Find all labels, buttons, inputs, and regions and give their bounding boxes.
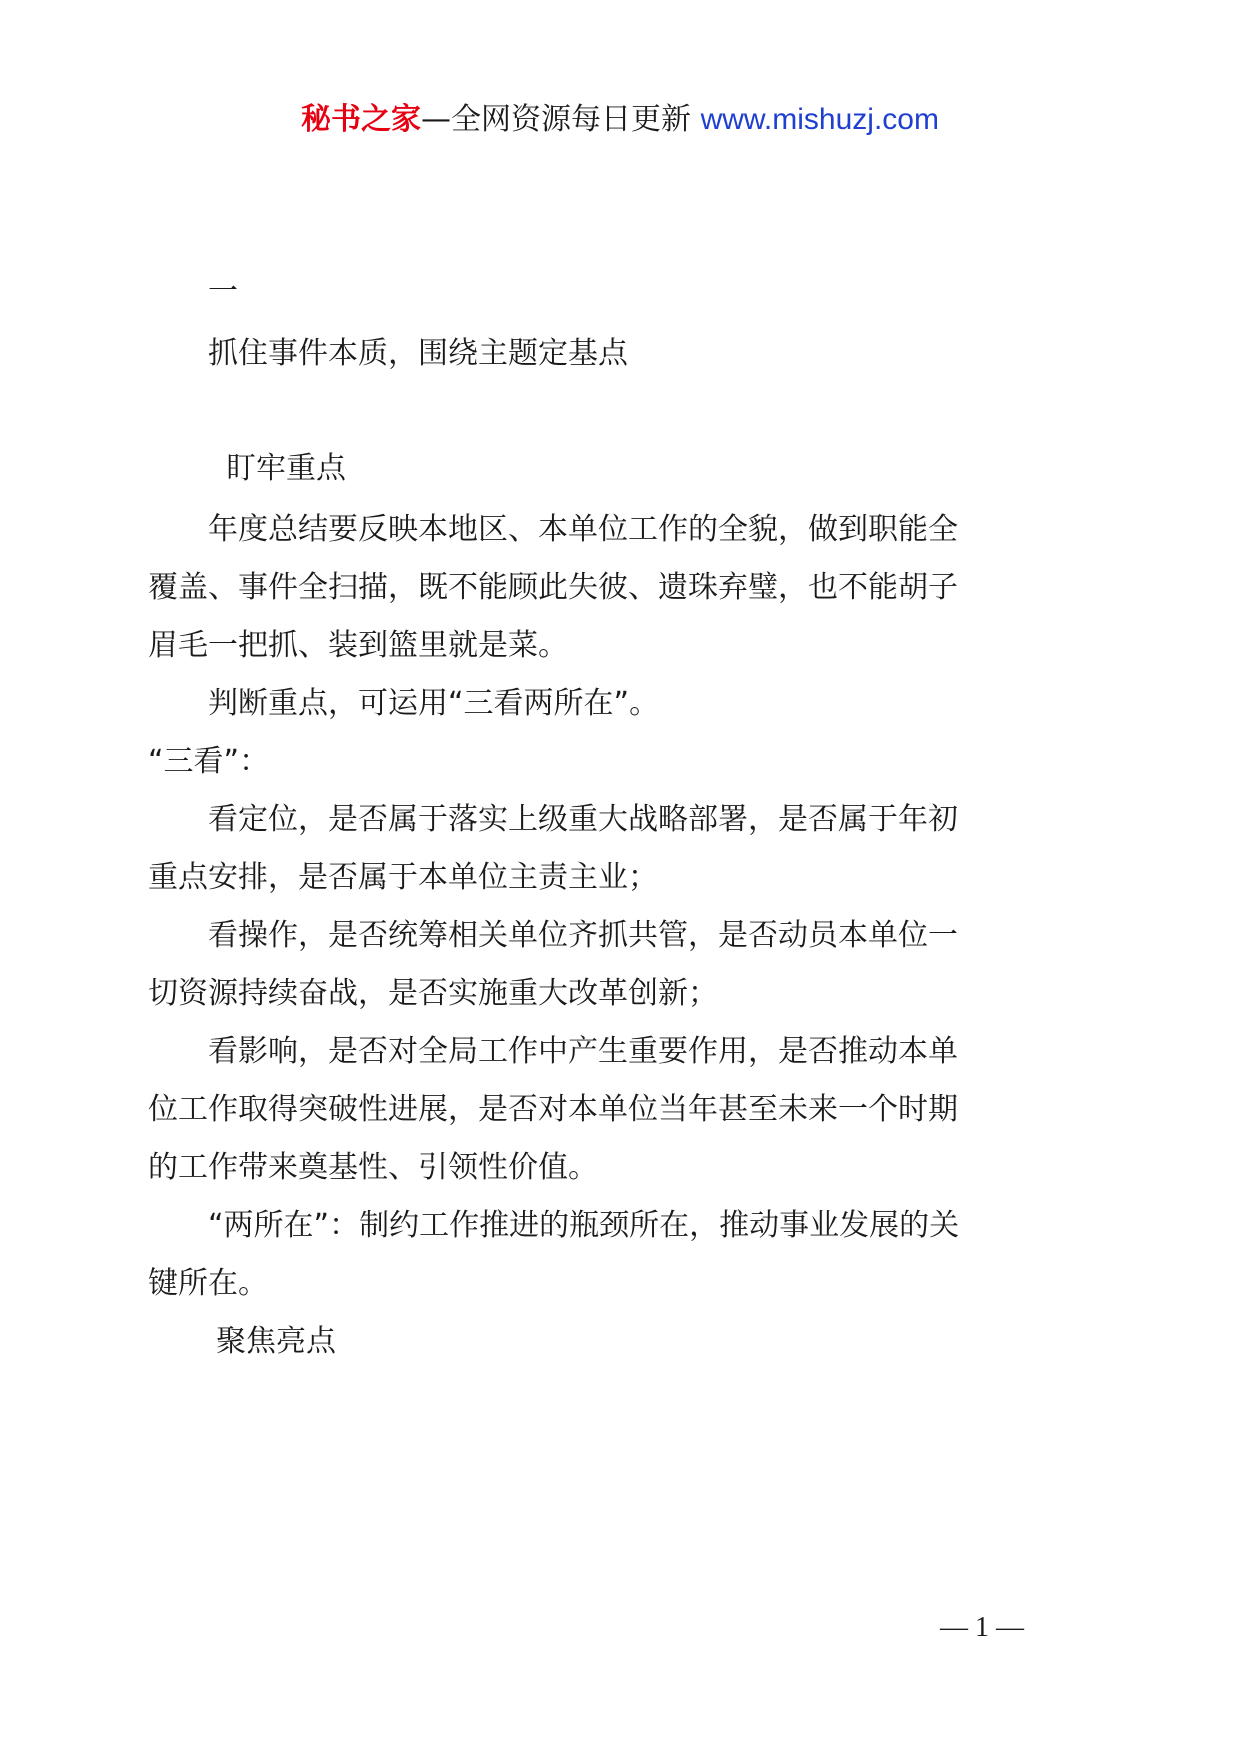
paragraph-line: “两所在”：制约工作推进的瓶颈所在，推动事业发展的关 bbox=[208, 1208, 960, 1243]
section-title: 抓住事件本质，围绕主题定基点 bbox=[208, 336, 628, 371]
paragraph-line: 切资源持续奋战，是否实施重大改革创新； bbox=[148, 976, 718, 1011]
paragraph-line: 重点安排，是否属于本单位主责主业； bbox=[148, 860, 658, 895]
paragraph-line: 眉毛一把抓、装到篮里就是菜。 bbox=[148, 628, 568, 663]
section-number: 一 bbox=[208, 274, 238, 309]
site-header bbox=[0, 100, 1240, 140]
sub-heading-key-points: 盯牢重点 bbox=[226, 451, 346, 486]
paragraph-line: 看定位，是否属于落实上级重大战略部署，是否属于年初 bbox=[208, 802, 958, 837]
paragraph-line: 判断重点，可运用“三看两所在”。 bbox=[208, 686, 660, 721]
sub-heading-highlights: 聚焦亮点 bbox=[216, 1324, 336, 1359]
paragraph-line: 年度总结要反映本地区、本单位工作的全貌，做到职能全 bbox=[208, 512, 958, 547]
header-slogan: —全网资源每日更新 bbox=[421, 102, 692, 137]
site-url-link[interactable]: www.mishuzj.com bbox=[700, 103, 939, 136]
paragraph-line: 位工作取得突破性进展，是否对本单位当年甚至未来一个时期 bbox=[148, 1092, 958, 1127]
paragraph-line: 的工作带来奠基性、引领性价值。 bbox=[148, 1150, 598, 1185]
paragraph-line: 看影响，是否对全局工作中产生重要作用，是否推动本单 bbox=[208, 1034, 958, 1069]
paragraph-line: 键所在。 bbox=[148, 1266, 268, 1301]
paragraph-line: 看操作，是否统筹相关单位齐抓共管，是否动员本单位一 bbox=[208, 918, 958, 953]
page-number: — 1 — bbox=[940, 1612, 1024, 1643]
three-looks-label: “三看”： bbox=[148, 744, 270, 779]
paragraph-line: 覆盖、事件全扫描，既不能顾此失彼、遗珠弃璧，也不能胡子 bbox=[148, 570, 958, 605]
brand-name: 秘书之家 bbox=[301, 102, 422, 137]
